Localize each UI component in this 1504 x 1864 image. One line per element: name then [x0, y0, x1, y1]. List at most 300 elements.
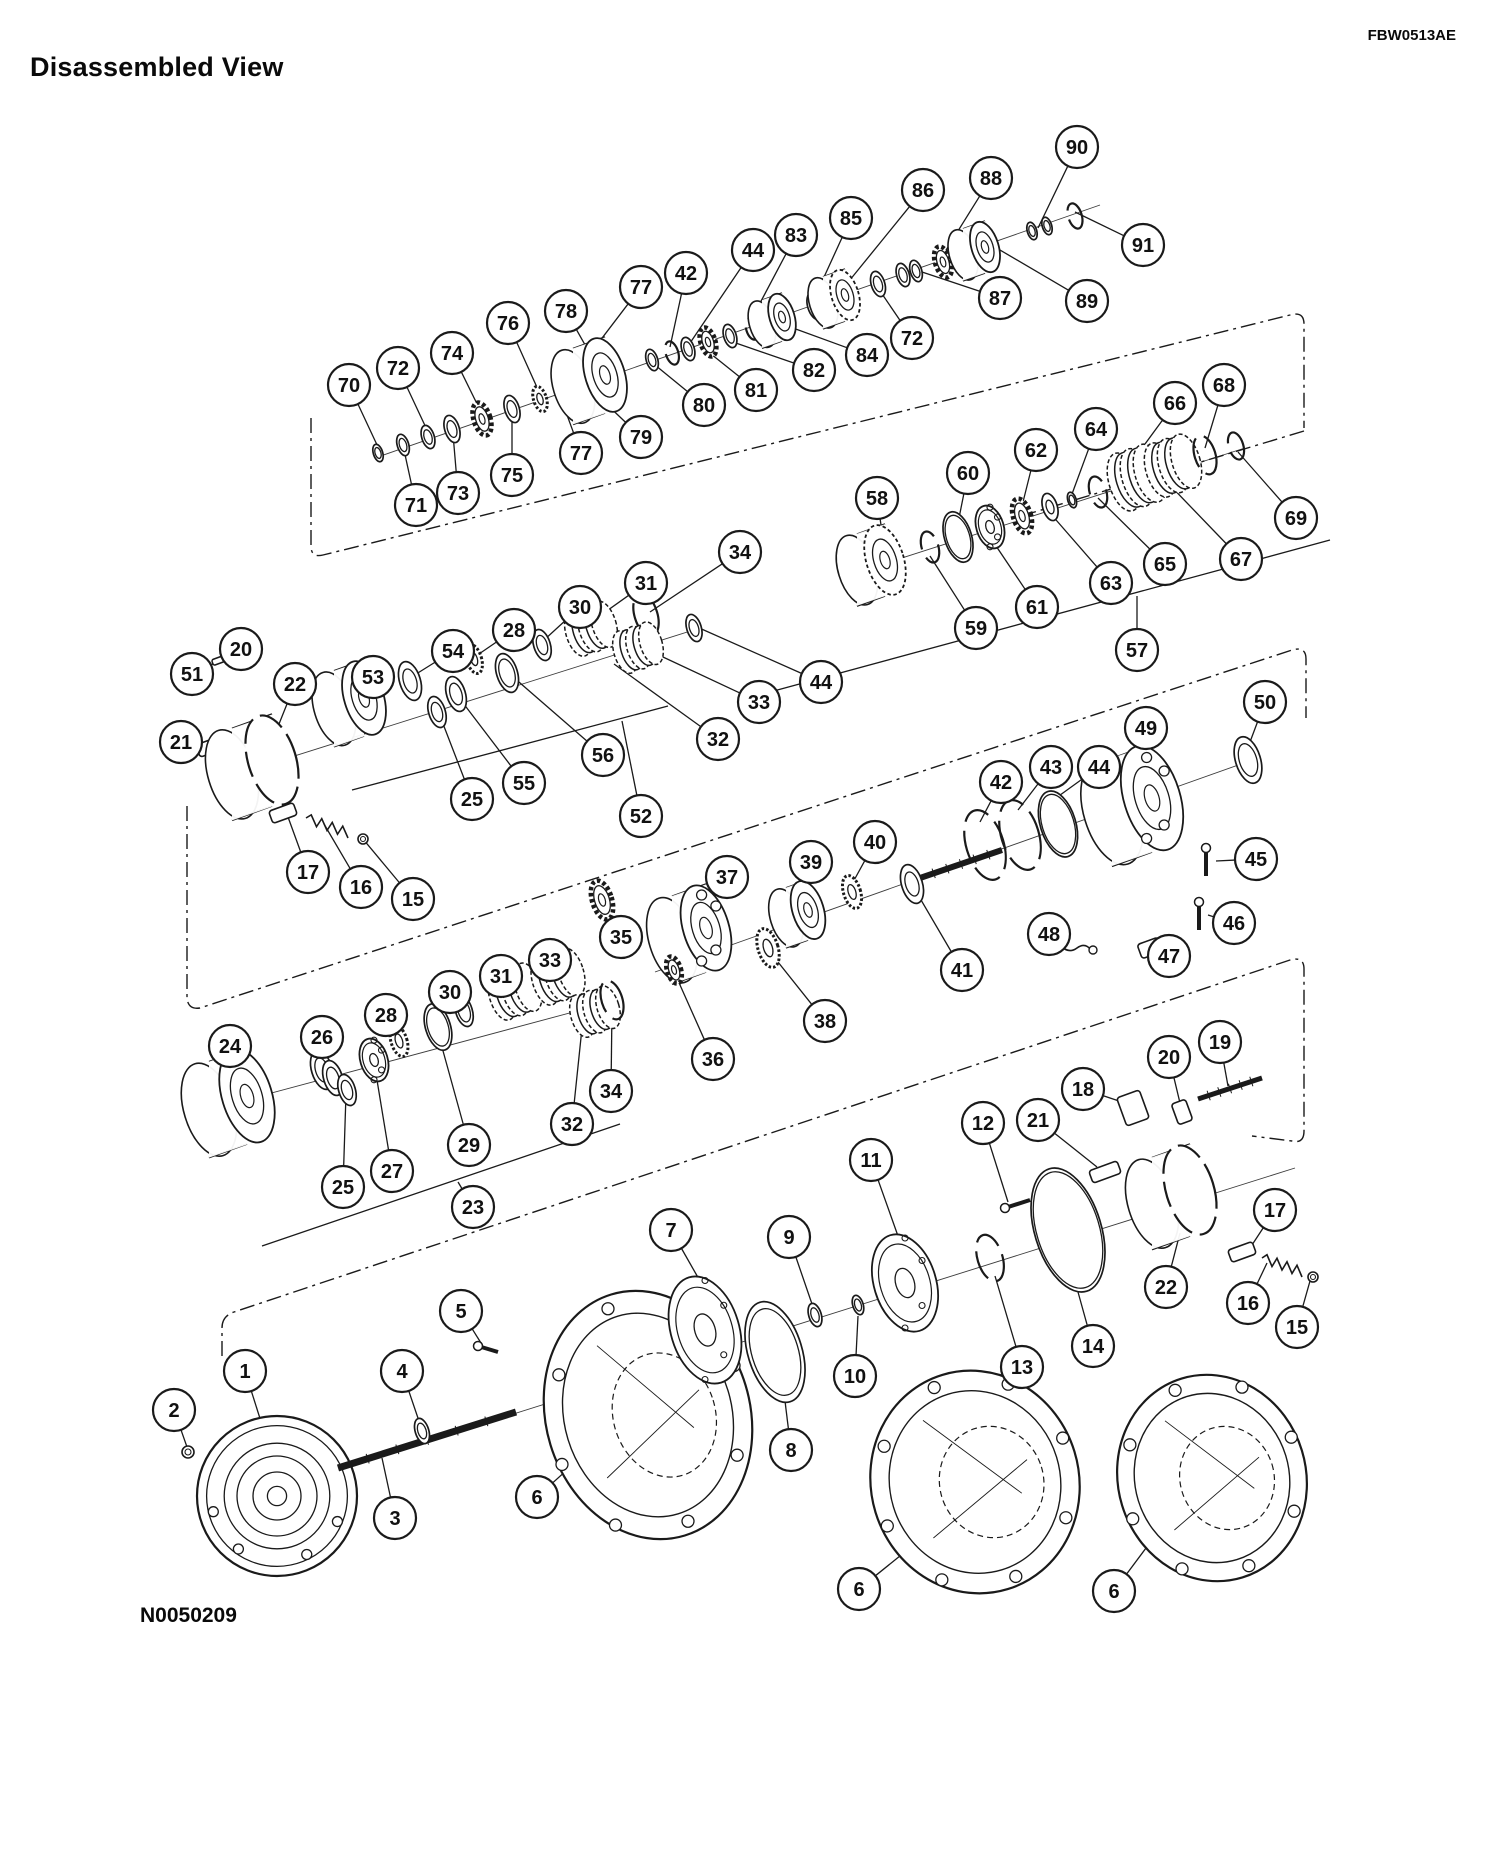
svg-text:16: 16: [1236, 1293, 1260, 1315]
leader-line: [655, 365, 688, 392]
callout-balloon-89: [1066, 280, 1108, 322]
svg-text:89: 89: [1075, 291, 1099, 313]
callout-balloon-79: [620, 416, 662, 458]
part-direct-drum: [743, 290, 801, 350]
svg-text:4: 4: [396, 1361, 408, 1383]
leader-line: [989, 1143, 1008, 1202]
callout-balloon-8: [770, 1429, 812, 1471]
svg-text:15: 15: [401, 889, 425, 911]
svg-text:22: 22: [1154, 1277, 1178, 1299]
svg-text:63: 63: [1099, 573, 1123, 595]
svg-text:71: 71: [404, 495, 428, 517]
leader-line: [1205, 405, 1218, 448]
svg-text:36: 36: [701, 1049, 725, 1071]
part-race: [419, 424, 438, 451]
svg-text:42: 42: [989, 772, 1013, 794]
part-output-shaft: [920, 850, 1002, 878]
callout-balloon-87: [979, 277, 1021, 319]
svg-text:17: 17: [296, 862, 320, 884]
svg-text:40: 40: [863, 832, 887, 854]
svg-text:29: 29: [457, 1135, 481, 1157]
callout-balloon-41: [941, 949, 983, 991]
leader-line: [785, 1401, 788, 1429]
part-bearing: [394, 433, 411, 457]
svg-text:38: 38: [813, 1011, 837, 1033]
svg-text:13: 13: [1010, 1357, 1034, 1379]
svg-text:23: 23: [461, 1197, 485, 1219]
part-seal-ring: [1025, 221, 1039, 241]
callout-balloon-81: [735, 369, 777, 411]
svg-text:67: 67: [1229, 549, 1253, 571]
svg-text:9: 9: [783, 1227, 795, 1249]
part-reverse-drum: [829, 520, 914, 610]
svg-text:11: 11: [860, 1150, 882, 1172]
part-band-strut: [1228, 1241, 1257, 1262]
svg-text:14: 14: [1081, 1336, 1105, 1358]
callout-balloon-11: [850, 1139, 892, 1181]
part-seal-ring: [643, 348, 660, 372]
svg-text:53: 53: [361, 667, 385, 689]
part-anchor-block: [1171, 1099, 1193, 1125]
part-adjusting-screw: [1262, 1255, 1302, 1277]
svg-text:64: 64: [1084, 419, 1108, 441]
svg-text:46: 46: [1222, 913, 1246, 935]
callout-balloon-57: [1116, 629, 1158, 671]
part-torque-converter: [197, 1416, 357, 1576]
callout-balloon-71: [395, 484, 437, 526]
callout-balloon-64: [1075, 408, 1117, 450]
part-splined-gear: [1008, 496, 1036, 536]
callout-balloon-2: [153, 1389, 195, 1431]
part-splined-hub: [530, 385, 550, 414]
callout-balloon-16: [1227, 1282, 1269, 1324]
svg-text:87: 87: [988, 288, 1012, 310]
leader-line: [1257, 1263, 1267, 1284]
callout-balloon-22: [1145, 1266, 1187, 1308]
page-title: Disassembled View: [30, 52, 284, 82]
part-piston: [355, 1035, 394, 1085]
svg-text:86: 86: [911, 180, 935, 202]
part-seal: [424, 694, 449, 729]
callout-balloon-10: [834, 1355, 876, 1397]
leader-line: [1072, 449, 1089, 494]
callout-balloon-27: [371, 1150, 413, 1192]
callout-balloon-56: [582, 734, 624, 776]
part-seal: [394, 659, 426, 703]
part-seal: [806, 1302, 825, 1329]
callout-balloon-20: [1148, 1036, 1190, 1078]
svg-text:31: 31: [634, 573, 658, 595]
callout-balloon-40: [854, 821, 896, 863]
callout-balloon-65: [1144, 543, 1186, 585]
callout-balloon-67: [1220, 538, 1262, 580]
callout-balloon-45: [1235, 838, 1277, 880]
callout-balloon-6: [516, 1476, 558, 1518]
callout-balloon-3: [374, 1497, 416, 1539]
svg-text:30: 30: [438, 982, 462, 1004]
callout-balloon-36: [692, 1038, 734, 1080]
svg-text:32: 32: [706, 729, 730, 751]
callout-balloon-52: [620, 795, 662, 837]
part-seal-ring: [683, 612, 705, 643]
svg-text:39: 39: [799, 852, 823, 874]
callout-balloon-32: [697, 718, 739, 760]
svg-text:25: 25: [331, 1177, 355, 1199]
callout-balloon-60: [947, 452, 989, 494]
svg-text:33: 33: [538, 950, 562, 972]
part-large-ring: [1031, 786, 1085, 861]
part-bolt: [1195, 898, 1204, 931]
part-seal: [850, 1294, 866, 1316]
svg-text:56: 56: [591, 745, 615, 767]
part-anchor-rod: [1198, 1077, 1262, 1101]
svg-text:20: 20: [229, 639, 253, 661]
callout-balloon-88: [970, 157, 1012, 199]
callout-balloon-72: [377, 347, 419, 389]
svg-text:34: 34: [728, 542, 752, 564]
part-adjusting-screw: [306, 815, 348, 838]
leader-line: [288, 817, 301, 852]
svg-text:17: 17: [1263, 1200, 1287, 1222]
callout-balloon-77: [620, 266, 662, 308]
svg-text:34: 34: [599, 1081, 623, 1103]
svg-text:44: 44: [1087, 757, 1111, 779]
svg-text:16: 16: [349, 877, 373, 899]
leader-line: [1174, 1077, 1180, 1103]
part-transmission-case: [843, 1344, 1107, 1619]
callout-balloon-15: [1276, 1306, 1318, 1348]
part-locknut: [1308, 1272, 1318, 1282]
callout-balloon-39: [790, 841, 832, 883]
callout-balloon-85: [830, 197, 872, 239]
callout-balloon-51: [171, 653, 213, 695]
svg-text:45: 45: [1244, 849, 1268, 871]
svg-text:21: 21: [1026, 1110, 1050, 1132]
callout-balloon-31: [625, 562, 667, 604]
svg-text:8: 8: [785, 1440, 797, 1462]
callout-balloon-28: [365, 994, 407, 1036]
part-piston: [971, 502, 1010, 552]
leader-line: [358, 404, 378, 447]
part-oil-pump: [861, 1226, 950, 1340]
svg-text:5: 5: [455, 1301, 467, 1323]
image-reference-number: N0050209: [140, 1604, 237, 1627]
callout-balloon-28: [493, 609, 535, 651]
svg-text:32: 32: [560, 1114, 584, 1136]
part-bearing: [501, 393, 523, 424]
svg-text:52: 52: [629, 806, 653, 828]
svg-text:58: 58: [865, 488, 889, 510]
leader-line: [1224, 1063, 1228, 1086]
svg-text:81: 81: [744, 380, 768, 402]
part-anchor-bracket: [1117, 1090, 1150, 1126]
svg-text:21: 21: [169, 732, 193, 754]
svg-text:62: 62: [1024, 440, 1048, 462]
svg-text:27: 27: [380, 1161, 404, 1183]
part-flange: [896, 862, 928, 906]
svg-text:6: 6: [853, 1579, 865, 1601]
part-converter-housing: [514, 1265, 783, 1566]
callout-balloon-34: [719, 531, 761, 573]
part-overdrive-carrier: [543, 333, 635, 429]
leader-line: [1022, 470, 1031, 506]
svg-text:18: 18: [1071, 1079, 1095, 1101]
callout-balloon-78: [545, 290, 587, 332]
callout-balloon-86: [902, 169, 944, 211]
svg-text:55: 55: [512, 773, 536, 795]
part-bolt: [1001, 1200, 1031, 1213]
part-bolt: [1202, 844, 1211, 877]
callout-balloon-44: [800, 661, 842, 703]
callout-balloon-17: [1254, 1189, 1296, 1231]
part-race: [721, 323, 740, 350]
part-washer: [1039, 491, 1061, 522]
callout-balloon-83: [775, 214, 817, 256]
svg-text:79: 79: [629, 427, 653, 449]
svg-text:82: 82: [802, 360, 826, 382]
part-sprag-assembly: [587, 878, 618, 922]
svg-text:72: 72: [900, 328, 924, 350]
svg-text:84: 84: [855, 345, 879, 367]
svg-text:91: 91: [1131, 235, 1155, 257]
callout-balloon-32: [551, 1103, 593, 1145]
svg-text:78: 78: [554, 301, 578, 323]
leader-line: [324, 824, 350, 869]
svg-text:30: 30: [568, 597, 592, 619]
callout-balloon-17: [287, 851, 329, 893]
callout-balloon-15: [392, 878, 434, 920]
svg-text:25: 25: [460, 789, 484, 811]
callout-balloon-55: [503, 762, 545, 804]
svg-text:10: 10: [843, 1366, 867, 1388]
callout-balloon-35: [600, 916, 642, 958]
leader-line: [512, 676, 587, 741]
callout-balloon-77: [560, 432, 602, 474]
callout-balloon-59: [955, 607, 997, 649]
callout-balloon-61: [1016, 586, 1058, 628]
callout-balloon-62: [1015, 429, 1057, 471]
callout-balloon-19: [1199, 1021, 1241, 1063]
svg-text:3: 3: [389, 1508, 401, 1530]
part-seal: [491, 651, 523, 695]
leader-line: [1054, 1133, 1097, 1167]
callout-balloon-26: [301, 1016, 343, 1058]
leader-line: [1050, 513, 1097, 567]
callout-balloon-22: [274, 663, 316, 705]
part-snap-ring: [1225, 430, 1247, 461]
svg-text:2: 2: [168, 1400, 180, 1422]
svg-text:6: 6: [531, 1487, 543, 1509]
svg-text:47: 47: [1157, 946, 1181, 968]
callout-balloon-21: [160, 721, 202, 763]
part-seal-ring: [868, 270, 889, 299]
part-locknut: [358, 834, 368, 844]
callout-balloon-38: [804, 1000, 846, 1042]
svg-text:28: 28: [502, 620, 526, 642]
leader-line: [1078, 1292, 1087, 1326]
callout-balloon-1: [224, 1350, 266, 1392]
callout-balloon-14: [1072, 1325, 1114, 1367]
callout-balloon-90: [1056, 126, 1098, 168]
callout-balloon-23: [452, 1186, 494, 1228]
svg-text:68: 68: [1212, 375, 1236, 397]
callout-balloon-69: [1275, 497, 1317, 539]
part-large-snap-ring: [957, 805, 1014, 885]
part-snap-ring: [917, 529, 942, 564]
part-race: [441, 413, 463, 444]
callout-balloon-75: [491, 454, 533, 496]
leader-line: [1250, 722, 1258, 742]
callout-balloon-50: [1244, 681, 1286, 723]
callout-balloon-63: [1090, 562, 1132, 604]
leader-line: [460, 699, 511, 766]
leader-line: [1216, 860, 1235, 861]
part-snap-ring: [663, 340, 682, 367]
callout-balloon-42: [980, 761, 1022, 803]
callout-balloon-68: [1203, 364, 1245, 406]
svg-text:77: 77: [629, 277, 653, 299]
callout-balloon-37: [706, 856, 748, 898]
part-retaining-ring: [971, 1231, 1009, 1284]
callout-balloon-49: [1125, 707, 1167, 749]
callout-balloon-33: [529, 939, 571, 981]
leader-line: [458, 1182, 462, 1189]
svg-text:49: 49: [1134, 718, 1158, 740]
callout-balloon-70: [328, 364, 370, 406]
leader-line: [279, 703, 287, 724]
part-extension-housing: [1092, 1351, 1333, 1605]
callout-balloon-7: [650, 1209, 692, 1251]
part-servo-drum: [1116, 1139, 1227, 1255]
callout-balloon-6: [1093, 1570, 1135, 1612]
callout-balloon-76: [487, 302, 529, 344]
svg-text:70: 70: [337, 375, 361, 397]
callout-balloon-73: [437, 472, 479, 514]
svg-text:20: 20: [1157, 1047, 1181, 1069]
svg-text:61: 61: [1025, 597, 1049, 619]
callout-balloon-29: [448, 1124, 490, 1166]
svg-text:76: 76: [496, 313, 520, 335]
svg-text:41: 41: [950, 960, 974, 982]
leader-line: [1303, 1281, 1310, 1307]
callout-balloon-25: [451, 778, 493, 820]
svg-text:77: 77: [569, 443, 593, 465]
callout-balloon-66: [1154, 382, 1196, 424]
callout-balloon-9: [768, 1216, 810, 1258]
leader-line: [670, 294, 682, 347]
callout-balloon-12: [962, 1102, 1004, 1144]
callout-balloon-31: [480, 955, 522, 997]
svg-text:24: 24: [218, 1036, 242, 1058]
svg-text:44: 44: [741, 240, 765, 262]
leader-line: [181, 1430, 187, 1447]
callout-balloon-54: [432, 630, 474, 672]
svg-text:43: 43: [1039, 757, 1063, 779]
callout-balloon-4: [381, 1350, 423, 1392]
svg-text:33: 33: [747, 692, 771, 714]
callout-balloon-33: [738, 681, 780, 723]
svg-text:75: 75: [500, 465, 524, 487]
callout-balloon-74: [431, 332, 473, 374]
svg-text:19: 19: [1208, 1032, 1232, 1054]
svg-text:59: 59: [964, 618, 988, 640]
leader-line: [930, 556, 965, 610]
part-large-seal: [937, 508, 978, 566]
svg-text:15: 15: [1285, 1317, 1309, 1339]
svg-text:65: 65: [1153, 554, 1177, 576]
svg-text:44: 44: [809, 672, 833, 694]
leader-line: [697, 627, 802, 673]
callout-balloon-46: [1213, 902, 1255, 944]
callout-balloon-44: [1078, 746, 1120, 788]
svg-text:48: 48: [1037, 924, 1061, 946]
svg-text:88: 88: [979, 168, 1003, 190]
leader-line: [856, 1316, 858, 1355]
callout-balloon-30: [429, 971, 471, 1013]
svg-text:31: 31: [489, 966, 513, 988]
svg-text:28: 28: [374, 1005, 398, 1027]
part-snap-ring: [1085, 474, 1110, 509]
callout-balloon-58: [856, 477, 898, 519]
part-small-ring: [1066, 491, 1079, 509]
svg-text:72: 72: [386, 358, 410, 380]
svg-text:7: 7: [665, 1220, 677, 1242]
leader-line: [472, 1329, 481, 1343]
svg-text:50: 50: [1253, 692, 1277, 714]
callout-balloon-20: [220, 628, 262, 670]
part-seal: [1229, 733, 1267, 786]
leader-line: [382, 1458, 391, 1497]
figure-code: FBW0513AE: [1367, 27, 1456, 44]
svg-text:66: 66: [1163, 393, 1187, 415]
part-sun-gear: [696, 325, 719, 358]
svg-text:69: 69: [1284, 508, 1308, 530]
leader-line: [676, 976, 704, 1040]
callout-balloon-48: [1028, 913, 1070, 955]
callout-balloon-18: [1062, 1068, 1104, 1110]
callout-balloon-30: [559, 586, 601, 628]
svg-text:80: 80: [692, 395, 716, 417]
part-thrust-washer: [371, 443, 385, 463]
callout-balloon-6: [838, 1568, 880, 1610]
leader-line: [796, 1257, 812, 1304]
svg-text:57: 57: [1125, 640, 1149, 662]
svg-text:74: 74: [440, 343, 464, 365]
part-band-strut: [269, 802, 298, 823]
svg-text:73: 73: [446, 483, 470, 505]
leader-line: [574, 1028, 582, 1103]
callout-balloon-5: [440, 1290, 482, 1332]
callout-balloon-34: [590, 1070, 632, 1112]
svg-text:60: 60: [956, 463, 980, 485]
svg-text:42: 42: [674, 263, 698, 285]
callout-balloon-91: [1122, 224, 1164, 266]
svg-text:26: 26: [310, 1027, 334, 1049]
part-ring-gear: [469, 400, 495, 437]
leader-line: [344, 1094, 346, 1166]
svg-text:1: 1: [239, 1361, 251, 1383]
callout-balloon-13: [1001, 1346, 1043, 1388]
callout-balloon-72: [891, 317, 933, 359]
svg-text:51: 51: [180, 664, 204, 686]
part-coast-clutch-drum: [802, 266, 865, 332]
svg-text:12: 12: [971, 1113, 995, 1135]
svg-text:54: 54: [441, 641, 465, 663]
callout-balloon-16: [340, 866, 382, 908]
callout-balloon-53: [352, 656, 394, 698]
leader-line: [440, 1040, 463, 1125]
svg-text:83: 83: [784, 225, 808, 247]
